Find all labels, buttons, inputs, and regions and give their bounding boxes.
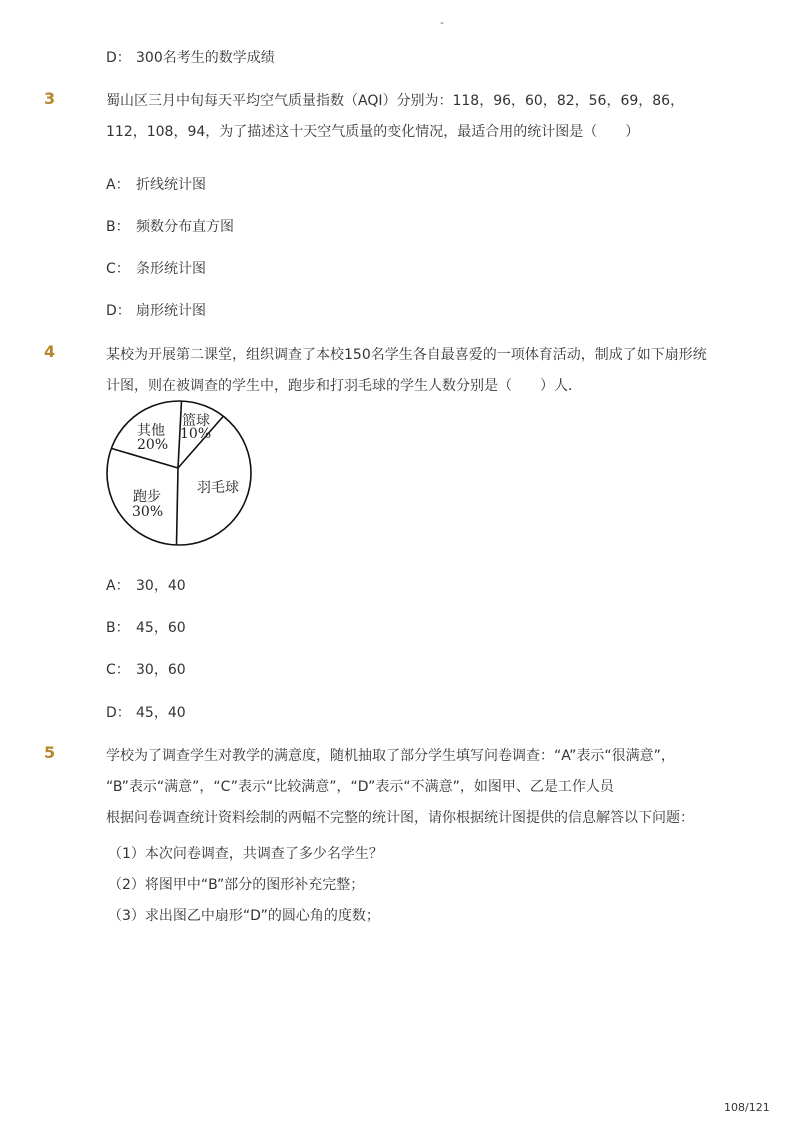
q5-subquestion-1: （1）本次问卷调查，共调查了多少名学生？ bbox=[108, 846, 383, 862]
q5-subquestion-2: （2）将图甲中“B”部分的图形补充完整； bbox=[108, 877, 365, 893]
top-mark: - bbox=[440, 16, 444, 29]
q5-stem-line-2: “B”表示“满意”，“C”表示“比较满意”，“D”表示“不满意”，如图甲、乙是工作人员 bbox=[106, 779, 614, 795]
slice-pct-running: 30% bbox=[132, 504, 164, 520]
q5-stem-line-1: 学校为了调查学生对教学的满意度，随机抽取了部分学生填写问卷调查：“A”表示“很满意”， bbox=[106, 748, 675, 764]
q5-stem-line-3: 根据问卷调查统计资料绘制的两幅不完整的统计图，请你根据统计图提供的信息解答以下问题： bbox=[106, 810, 694, 826]
q4-stem-line-2: 计图，则在被调查的学生中，跑步和打羽毛球的学生人数分别是（ ）人． bbox=[106, 378, 582, 394]
option-label: B： bbox=[106, 219, 130, 235]
q4-option-c[interactable] bbox=[106, 659, 186, 679]
question-number-3: 3 bbox=[44, 89, 56, 108]
option-text: 频数分布直方图 bbox=[136, 219, 234, 235]
question-number-5: 5 bbox=[44, 743, 56, 762]
option-text: 300名考生的数学成绩 bbox=[136, 50, 275, 66]
option-text: 30，60 bbox=[136, 662, 186, 678]
question-number-4: 4 bbox=[44, 342, 56, 361]
q3-option-c[interactable] bbox=[106, 258, 206, 278]
q4-option-d[interactable] bbox=[106, 702, 186, 722]
q3-stem-line-2: 112，108，94，为了描述这十天空气质量的变化情况，最适合用的统计图是（ ） bbox=[106, 124, 640, 140]
slice-pct-other: 20% bbox=[137, 437, 169, 453]
option-label: D： bbox=[106, 50, 131, 66]
q3-option-d[interactable] bbox=[106, 300, 206, 320]
slice-label-other: 其他 bbox=[137, 423, 165, 439]
option-label: D： bbox=[106, 705, 131, 721]
slice-pct-basketball: 10% bbox=[180, 426, 212, 442]
q3-stem-line-1: 蜀山区三月中旬每天平均空气质量指数（AQI）分别为：118，96，60，82，56，69，86， bbox=[106, 93, 685, 109]
option-text: 折线统计图 bbox=[136, 177, 206, 193]
q3-option-a[interactable] bbox=[106, 174, 206, 194]
option-label: C： bbox=[106, 662, 130, 678]
q2-option-d[interactable] bbox=[106, 47, 275, 67]
slice-label-running: 跑步 bbox=[133, 489, 161, 505]
page-number: 108/121 bbox=[724, 1101, 770, 1114]
slice-label-basketball: 篮球 bbox=[182, 413, 210, 429]
option-text: 扇形统计图 bbox=[136, 303, 206, 319]
q4-stem-line-1: 某校为开展第二课堂，组织调查了本校150名学生各自最喜爱的一项体育活动，制成了如下扇形统 bbox=[106, 347, 707, 363]
option-label: D： bbox=[106, 303, 131, 319]
pie-chart bbox=[104, 398, 256, 550]
option-label: A： bbox=[106, 177, 130, 193]
option-label: A： bbox=[106, 578, 130, 594]
q4-option-a[interactable] bbox=[106, 575, 186, 595]
q5-subquestion-3: （3）求出图乙中扇形“D”的圆心角的度数； bbox=[108, 908, 380, 924]
option-text: 45，40 bbox=[136, 705, 186, 721]
q3-option-b[interactable] bbox=[106, 216, 234, 236]
option-text: 30，40 bbox=[136, 578, 186, 594]
pie-slice-boundary-跑步 bbox=[176, 468, 178, 545]
option-label: B： bbox=[106, 620, 130, 636]
option-label: C： bbox=[106, 261, 130, 277]
slice-label-badminton: 羽毛球 bbox=[197, 480, 239, 496]
q4-option-b[interactable] bbox=[106, 617, 186, 637]
pie-outline bbox=[107, 401, 251, 545]
option-text: 45，60 bbox=[136, 620, 186, 636]
option-text: 条形统计图 bbox=[136, 261, 206, 277]
